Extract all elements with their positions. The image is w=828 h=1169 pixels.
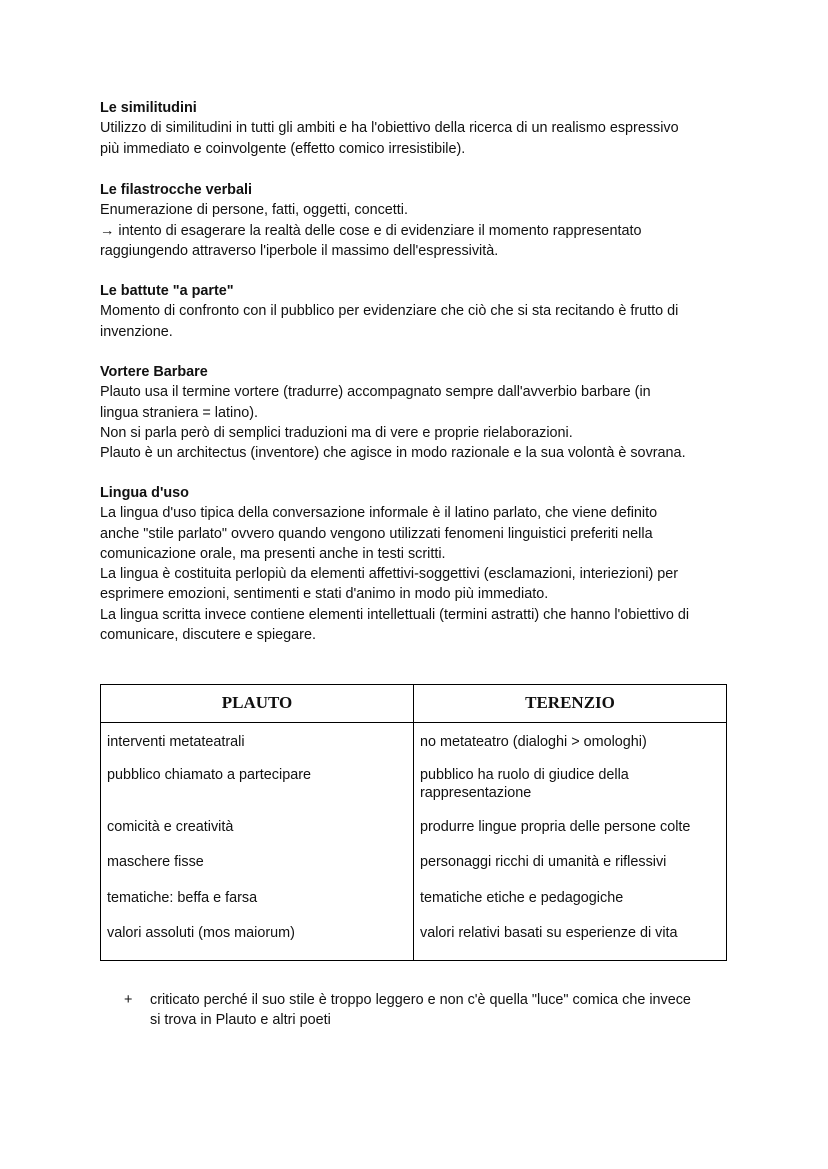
table-cell: produrre lingue propria delle persone colte (414, 817, 727, 853)
table-cell: personaggi ricchi di umanità e riflessivi (414, 852, 727, 888)
table-row (101, 723, 727, 765)
text-line: → intento di esagerare la realtà delle cose e di evidenziare il momento rappresentato (100, 222, 642, 239)
section-title: Vortere Barbare (100, 364, 208, 380)
text-line: lingua straniera = latino). (100, 404, 258, 421)
comparison-table (100, 684, 727, 961)
text-line: La lingua è costituita perlopiù da elementi affettivi-soggettivi (esclamazioni, interiezioni) per (100, 566, 679, 583)
table-cell: tematiche etiche e pedagogiche (414, 888, 727, 924)
text-line: La lingua scritta invece contiene elementi intellettuali (termini astratti) che hanno l'obiettivo di (100, 606, 690, 623)
table-cell: interventi metateatrali (101, 723, 414, 765)
text-line: comunicare, discutere e spiegare. (100, 627, 316, 644)
text-line: si trova in Plauto e altri poeti (150, 1012, 331, 1029)
bullet-marker: + (124, 992, 133, 1008)
text-line: La lingua d'uso tipica della conversazione informale è il latino parlato, che viene definito (100, 505, 658, 522)
table-cell: no metateatro (dialoghi > omologhi) (414, 723, 727, 765)
text-line: invenzione. (100, 323, 173, 340)
table-cell: valori relativi basati su esperienze di vita (414, 923, 727, 960)
table-cell: tematiche: beffa e farsa (101, 888, 414, 924)
text-line: comunicazione orale, ma presenti anche in testi scritti. (100, 545, 446, 562)
bullet-item (124, 990, 734, 1031)
text-line: Utilizzo di similitudini in tutti gli ambiti e ha l'obiettivo della ricerca di un realismo espressivo (100, 120, 679, 137)
section-title: Le filastrocche verbali (100, 182, 252, 198)
table-cell: valori assoluti (mos maiorum) (101, 923, 414, 960)
header-plauto: PLAUTO (101, 685, 414, 723)
text-line: Momento di confronto con il pubblico per evidenziare che ciò che si sta recitando è frutto di (100, 303, 679, 320)
section-filastrocche (100, 180, 736, 261)
table-header-row (101, 685, 727, 723)
table-row (101, 888, 727, 924)
text-line: Plauto è un architectus (inventore) che agisce in modo razionale e la sua volontà è sovrana. (100, 445, 686, 462)
section-battute (100, 281, 736, 342)
text-line: criticato perché il suo stile è troppo leggero e non c'è quella "luce" comica che invece (150, 992, 691, 1008)
bullet-text (150, 990, 734, 1031)
table-row (101, 765, 727, 817)
table-row (101, 923, 727, 960)
section-title: Le similitudini (100, 100, 197, 116)
table-row (101, 817, 727, 853)
table-cell: pubblico ha ruolo di giudice della rappresentazione (414, 765, 727, 817)
section-lingua-uso (100, 483, 736, 645)
table-cell: pubblico chiamato a partecipare (101, 765, 414, 817)
section-similitudini (100, 98, 736, 159)
text-line: Non si parla però di semplici traduzioni ma di vere e proprie rielaborazioni. (100, 424, 573, 441)
text-line: raggiungendo attraverso l'iperbole il massimo dell'espressività. (100, 242, 499, 259)
table-cell: maschere fisse (101, 852, 414, 888)
section-title: Le battute "a parte" (100, 283, 234, 299)
text-line: Enumerazione di persone, fatti, oggetti, concetti. (100, 202, 408, 219)
table-cell: comicità e creatività (101, 817, 414, 853)
text-line: esprimere emozioni, sentimenti e stati d'animo in modo più immediato. (100, 586, 549, 603)
table-row (101, 852, 727, 888)
header-terenzio: TERENZIO (414, 685, 727, 723)
text-line: più immediato e coinvolgente (effetto comico irresistibile). (100, 140, 466, 157)
text-line: Plauto usa il termine vortere (tradurre) accompagnato sempre dall'avverbio barbare (in (100, 384, 651, 401)
section-title: Lingua d'uso (100, 485, 189, 501)
section-vortere-barbare (100, 362, 736, 463)
text-line: anche "stile parlato" ovvero quando vengono utilizzati fenomeni linguistici preferiti nella (100, 525, 653, 542)
